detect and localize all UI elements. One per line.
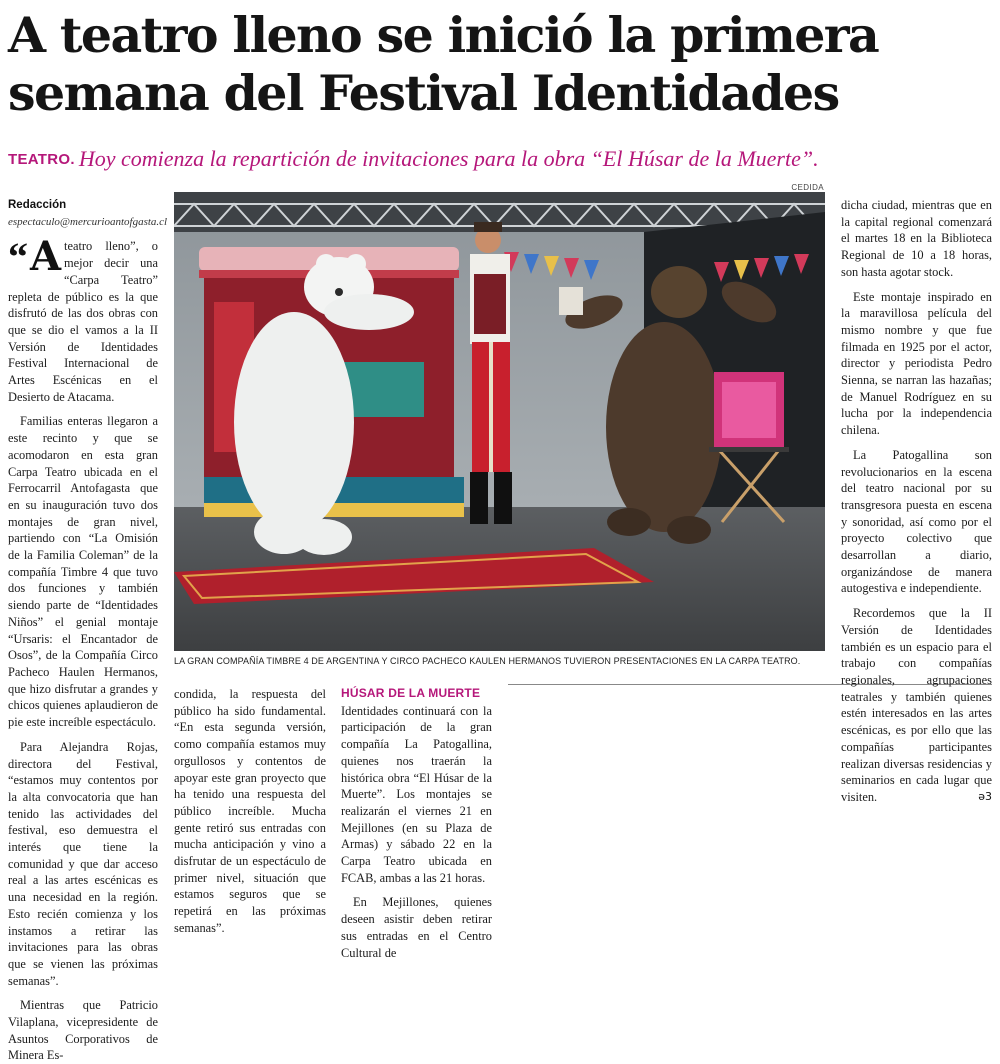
paragraph: Identidades continuará con la participación de la gran compañía La Patogallina, quienes nos traerán la histórica obra “El Húsar de la Muerte”. Los montajes se realizarán el viernes 21 en Mejillones (en su Plaza de Armas) y sábado 22 en la Carpa Teatro ubicada en FCAB, ambas a las 21 horas. [341,703,492,885]
dropcap: A [30,233,62,281]
paragraph: En Mejillones, quienes deseen asistir deben retirar sus entradas en el Centro Cultural de [341,895,492,960]
paragraph: Para Alejandra Rojas, directora del Festival, “estamos muy contentos por la alta convocatoria que han tenido las actividades del festival, eso demuestra el interés que tiene la comunidad y que dar acceso real a las artes escénicas es una necesidad en la región. Esto recién comienza y los instamos a retirar las invitaciones para las obras que se vienen las próximas semanas”. [8,739,158,988]
paragraph-text: Recordemos que la II Versión de Identidades también es un espacio para el trabajo con compañías regionales, agrupaciones teatrales y también quienes estén interesados en las artes escénicas, es por ello que las compañías participantes realizan diversas residencias y seminarios en cada lugar que visiten. [841,606,992,804]
paragraph: Familias enteras llegaron a este recinto y que se acomodaron en esta gran Carpa Teatro ubicada en el Ferrocarril Antofagasta que en su inauguración tuvo dos montajes de gran nivel, partiendo con “La Omisión de la Familia Coleman” de la compañía Timbre 4 que tuvo dos funciones y también siendo parte de “Identidades Niños” el genial montaje “Ursaris: el Encantador de Osos”, de la Compañía Circo Pacheco Haulen Hermanos, que hizo disfrutar a grandes y chicos quienes aplaudieron de pie este increíble espectáculo. [8,414,158,730]
circus-stage-illustration [174,192,825,651]
lead-quote-mark: “ [8,234,28,280]
headline: A teatro lleno se inició la primera semana del Festival Identidades [8,6,879,122]
paragraph [841,605,992,805]
byline-email: espectaculo@mercurioantofgasta.cl [8,215,168,228]
column-1 [8,197,168,1064]
byline-name: Redacción [8,199,67,211]
subhead: Hoy comienza la repartición de invitaciones para la obra “El Húsar de la Muerte”. [78,146,819,171]
end-mark: ǝ3 [978,789,992,803]
paragraph: La Patogallina son revolucionarios en la escena del teatro nacional por su transgresora puesta en escena y sonoridad, así como por el proyecto colectivo que desarrollan a diario, organizándose de manera autogestiva e independiente. [841,447,992,596]
paragraph [8,233,158,405]
photo-caption: LA GRAN COMPAÑÍA TIMBRE 4 DE ARGENTINA Y CIRCO PACHECO KAULEN HERMANOS TUVIERON PRESENTACIONES EN LA CARPA TEATRO. [174,656,801,666]
article-photo [174,192,825,651]
column-4 [841,197,992,806]
paragraph: dicha ciudad, mientras que en la capital regional comenzará el martes 18 en la Biblioteca Regional de 10 a 18 horas, son hasta agotar stock. [841,198,992,279]
paragraph: Este montaje inspirado en la maravillosa película del mismo nombre y que fue filmada en 1925 por el actor, director y periodista Pedro Sienna, se narran las hazañas; de Manuel Rodríguez en su lucha por la independencia chilena. [841,289,992,438]
subsection-title: HÚSAR DE LA MUERTE [341,686,481,700]
paragraph-text: teatro lleno”, o mejor decir una “Carpa Teatro” repleta de público es la que disfrutó de las dos obras con que se dio el vamos a la II Versión de Identidades Festival Internacional de Artes Escénicas en el Desierto de Atacama. [8,239,158,404]
photo-credit: CEDIDA [791,183,824,192]
column-3 [341,685,492,961]
paragraph: condida, la respuesta del público ha sido fundamental. “En esta segunda versión, como compañía estamos muy orgullosos y contentos de apoyar este gran proyecto que ha tenido una respuesta del público increíble. Mucha gente retiró sus entradas con mucha anticipación y vino a disfrutar de un espectáculo de primer nivel, situación que estamos seguros que se repetirá en las próximas semanas”. [174,687,326,935]
deck [8,146,993,172]
paragraph: Mientras que Patricio Vilaplana, vicepresidente de Asuntos Corporativos de Minera Es- [8,998,158,1063]
column-2 [174,686,326,937]
section-label: TEATRO. [8,151,75,168]
